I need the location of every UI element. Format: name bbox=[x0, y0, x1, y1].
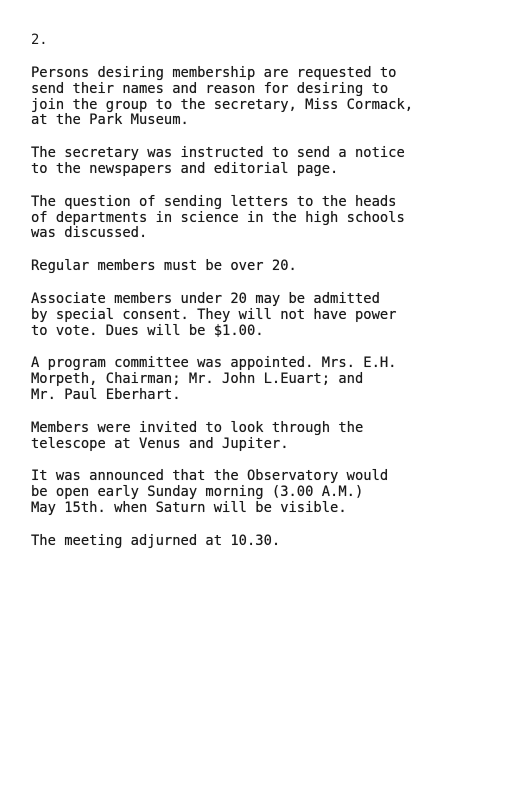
text-line: send their names and reason for desiring to bbox=[31, 80, 389, 97]
text-line: Persons desiring membership are requested to bbox=[31, 65, 397, 81]
text-line: May 15th. when Saturn will be visible. bbox=[31, 499, 347, 516]
text-line: telescope at Venus and Jupiter. bbox=[31, 435, 289, 452]
paragraph bbox=[31, 421, 526, 453]
text-line: to the newspapers and editorial page. bbox=[31, 160, 339, 177]
text-line: The question of sending letters to the heads bbox=[31, 193, 397, 210]
paragraph bbox=[31, 356, 526, 403]
paragraph bbox=[31, 259, 526, 275]
text-line: to vote. Dues will be $1.00. bbox=[31, 322, 264, 339]
text-line: Members were invited to look through the bbox=[31, 419, 364, 436]
document-body bbox=[31, 66, 526, 567]
text-line: Morpeth, Chairman; Mr. John L.Euart; and bbox=[31, 371, 364, 388]
page-number: 2. bbox=[31, 32, 48, 48]
text-line: by special consent. They will not have power bbox=[31, 306, 397, 323]
text-line: Regular members must be over 20. bbox=[31, 258, 297, 275]
text-line: Mr. Paul Eberhart. bbox=[31, 386, 181, 403]
paragraph bbox=[31, 469, 526, 516]
text-line: It was announced that the Observatory would bbox=[31, 468, 389, 485]
text-line: of departments in science in the high schools bbox=[31, 209, 405, 226]
text-line: join the group to the secretary, Miss Cormack, bbox=[31, 96, 414, 113]
text-line: Associate members under 20 may be admitted bbox=[31, 290, 380, 307]
paragraph bbox=[31, 66, 526, 129]
paragraph bbox=[31, 534, 526, 550]
paragraph bbox=[31, 195, 526, 242]
text-line: at the Park Museum. bbox=[31, 112, 189, 129]
paragraph bbox=[31, 292, 526, 339]
paragraph bbox=[31, 146, 526, 178]
text-line: be open early Sunday morning (3.00 A.M.) bbox=[31, 484, 364, 501]
text-line: A program committee was appointed. Mrs. E.H. bbox=[31, 355, 397, 372]
text-line: was discussed. bbox=[31, 225, 148, 242]
text-line: The meeting adjurned at 10.30. bbox=[31, 532, 281, 549]
text-line: The secretary was instructed to send a notice bbox=[31, 145, 405, 162]
